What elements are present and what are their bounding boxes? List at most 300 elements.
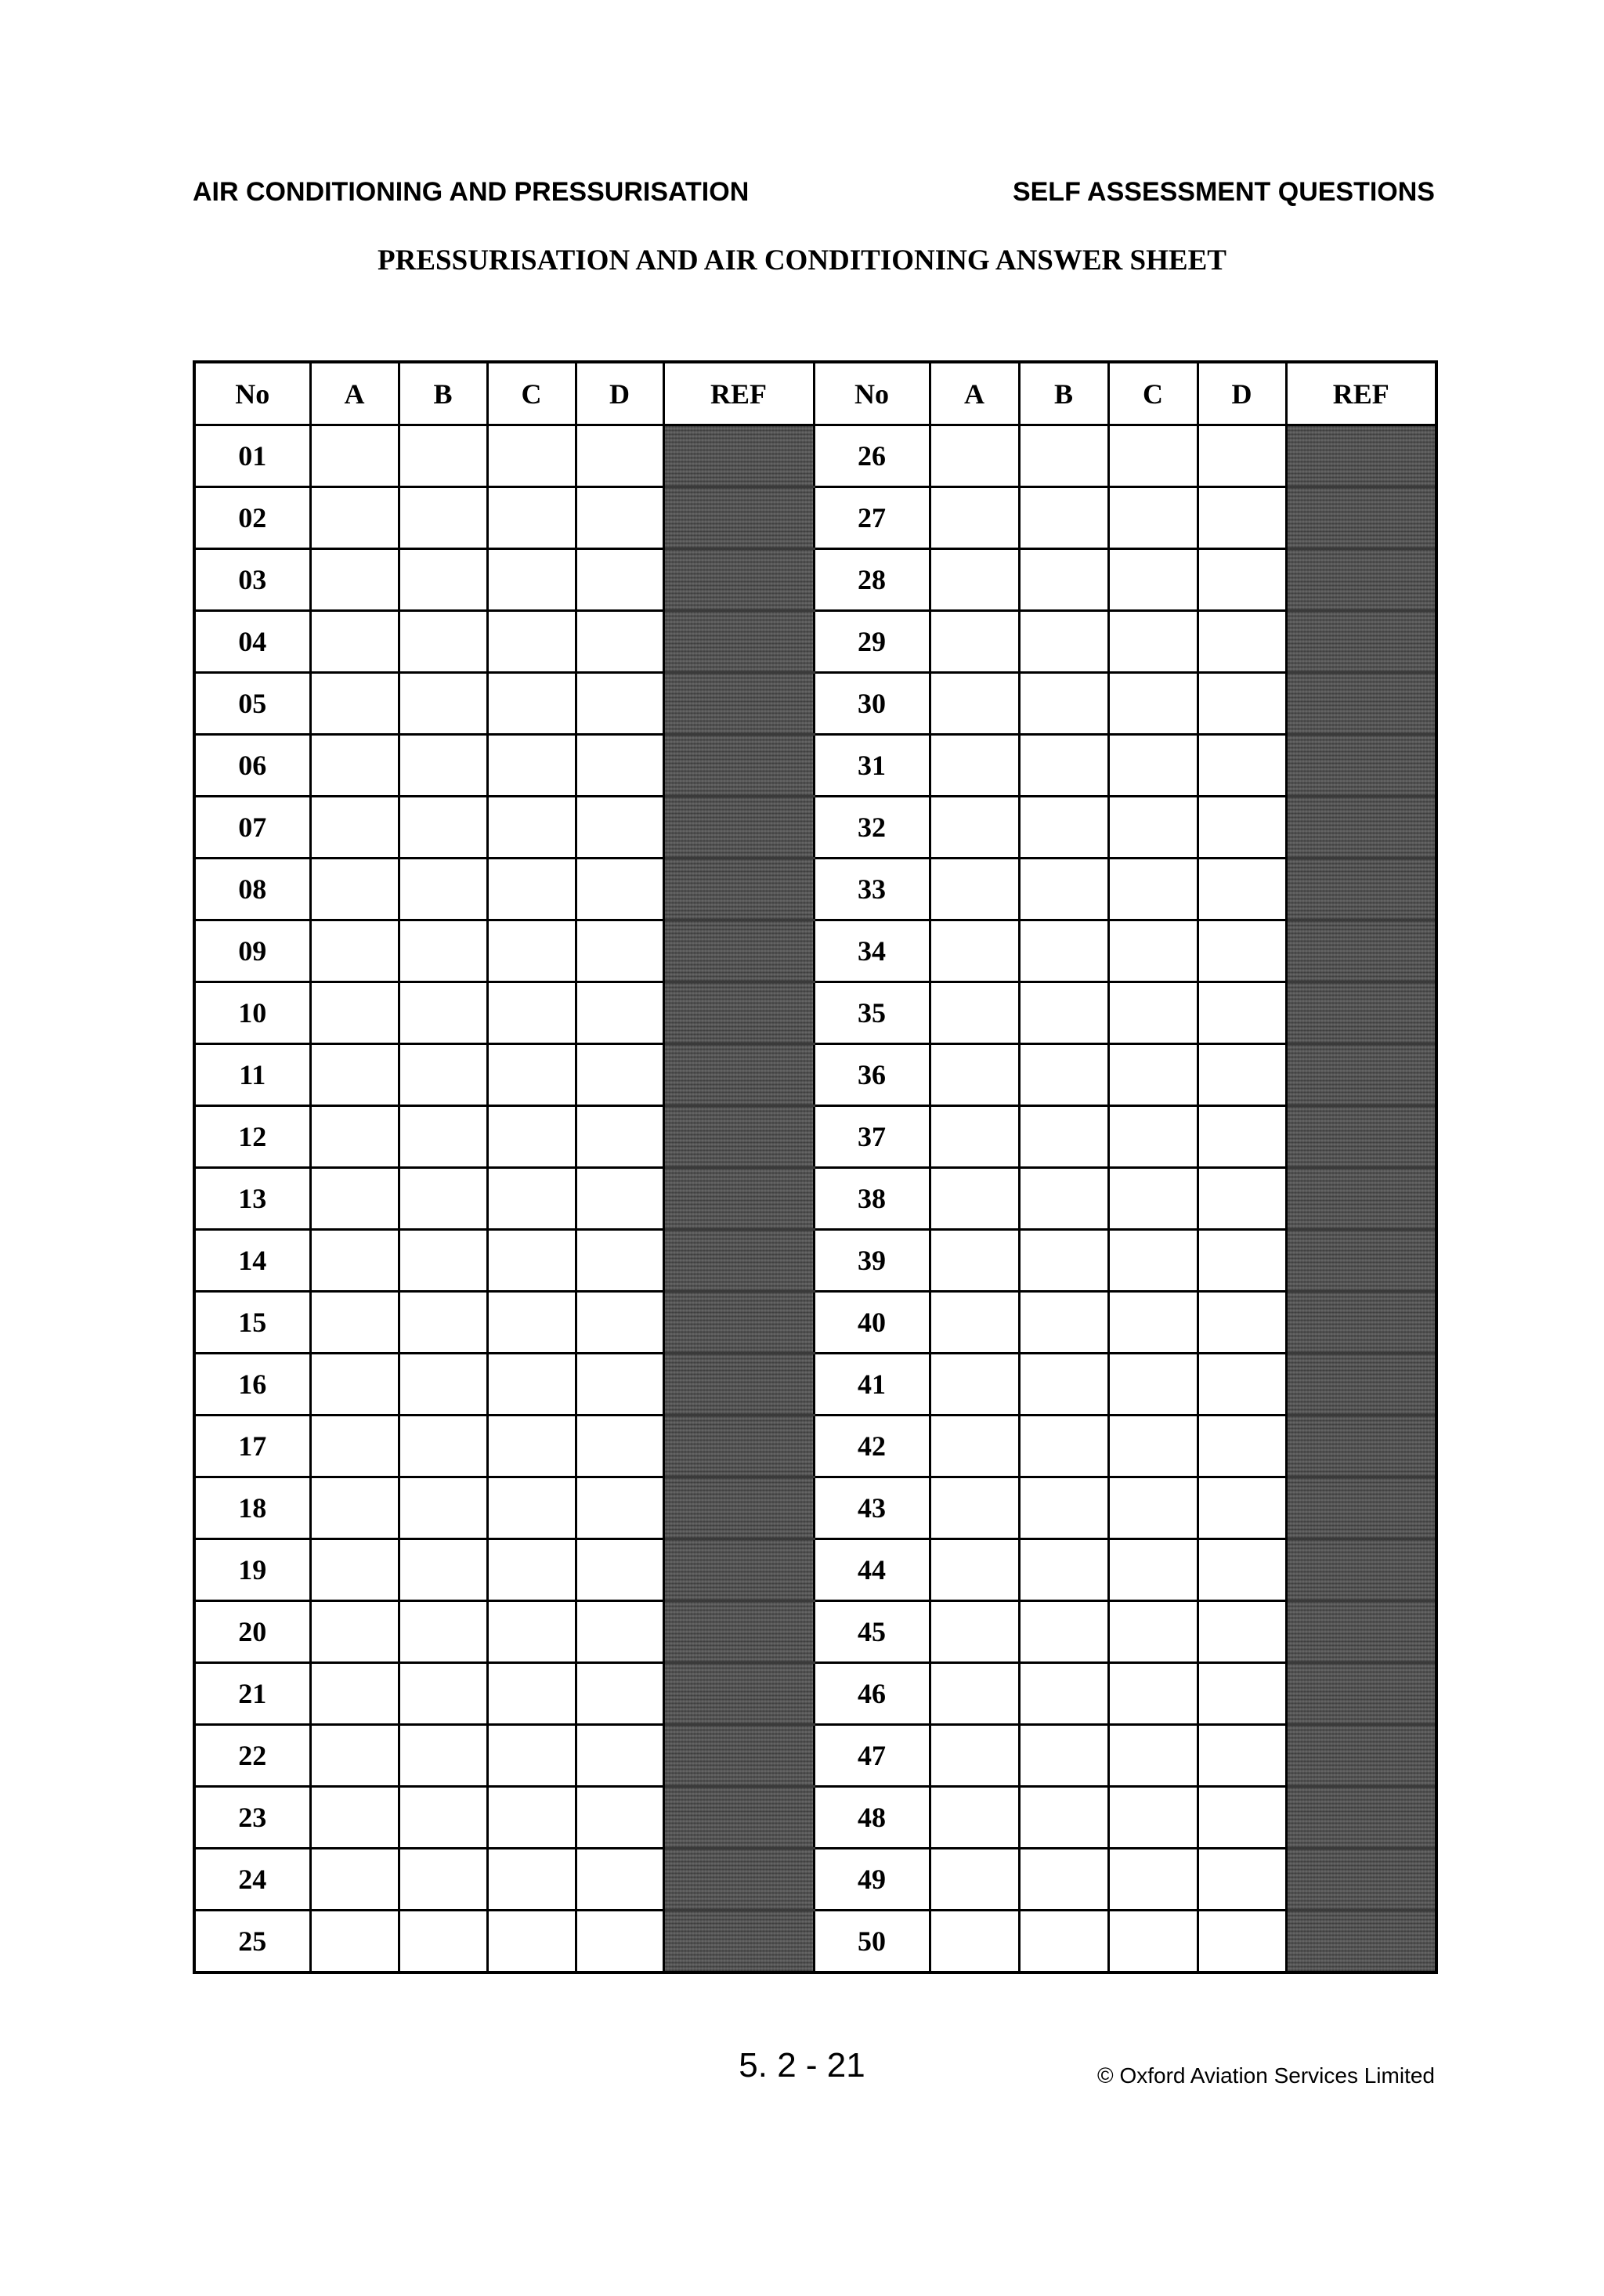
answer-cell-a[interactable] xyxy=(310,1849,399,1911)
answer-cell-b[interactable] xyxy=(1019,1849,1108,1911)
answer-cell-d[interactable] xyxy=(1198,797,1286,859)
table-row xyxy=(194,797,1436,859)
answer-cell-b[interactable] xyxy=(1019,425,1108,487)
answer-cell-d[interactable] xyxy=(1198,549,1286,611)
answer-cell-a[interactable] xyxy=(310,1106,399,1168)
answer-cell-b[interactable] xyxy=(399,1168,487,1230)
answer-cell-d[interactable] xyxy=(576,1477,663,1539)
answer-cell-b[interactable] xyxy=(1019,1787,1108,1849)
answer-cell-a[interactable] xyxy=(930,673,1019,735)
answer-cell-c[interactable] xyxy=(1108,1849,1198,1911)
question-number: 13 xyxy=(194,1168,310,1230)
answer-cell-a[interactable] xyxy=(930,797,1019,859)
answer-cell-a[interactable] xyxy=(930,1044,1019,1106)
question-number: 20 xyxy=(194,1601,310,1663)
ref-cell-shaded xyxy=(663,920,814,982)
answer-cell-b[interactable] xyxy=(399,920,487,982)
answer-cell-d[interactable] xyxy=(576,1539,663,1601)
question-number: 15 xyxy=(194,1292,310,1354)
answer-cell-c[interactable] xyxy=(487,1416,576,1477)
answer-cell-d[interactable] xyxy=(576,920,663,982)
question-number: 31 xyxy=(814,735,930,797)
answer-cell-d[interactable] xyxy=(1198,1106,1286,1168)
answer-cell-a[interactable] xyxy=(310,1044,399,1106)
answer-cell-c[interactable] xyxy=(1108,1725,1198,1787)
answer-cell-d[interactable] xyxy=(1198,1601,1286,1663)
answer-cell-d[interactable] xyxy=(576,1601,663,1663)
answer-cell-d[interactable] xyxy=(576,673,663,735)
answer-cell-d[interactable] xyxy=(576,1354,663,1416)
answer-cell-d[interactable] xyxy=(576,982,663,1044)
table-row xyxy=(194,735,1436,797)
column-header-a-left: A xyxy=(310,362,399,425)
answer-cell-a[interactable] xyxy=(310,1787,399,1849)
question-number: 50 xyxy=(814,1911,930,1973)
answer-cell-d[interactable] xyxy=(576,1725,663,1787)
answer-cell-c[interactable] xyxy=(1108,1168,1198,1230)
answer-cell-a[interactable] xyxy=(930,1663,1019,1725)
answer-cell-a[interactable] xyxy=(930,859,1019,920)
answer-cell-b[interactable] xyxy=(1019,920,1108,982)
answer-cell-a[interactable] xyxy=(310,1354,399,1416)
answer-cell-d[interactable] xyxy=(1198,1477,1286,1539)
table-body xyxy=(194,425,1436,1973)
answer-cell-c[interactable] xyxy=(487,1601,576,1663)
question-number: 23 xyxy=(194,1787,310,1849)
answer-cell-b[interactable] xyxy=(1019,611,1108,673)
answer-cell-d[interactable] xyxy=(1198,982,1286,1044)
answer-cell-b[interactable] xyxy=(1019,982,1108,1044)
answer-cell-d[interactable] xyxy=(576,1168,663,1230)
question-number: 01 xyxy=(194,425,310,487)
answer-cell-a[interactable] xyxy=(310,673,399,735)
answer-cell-c[interactable] xyxy=(1108,1601,1198,1663)
answer-cell-c[interactable] xyxy=(1108,1663,1198,1725)
answer-cell-d[interactable] xyxy=(1198,1911,1286,1973)
table-row xyxy=(194,1725,1436,1787)
answer-cell-c[interactable] xyxy=(487,1539,576,1601)
question-number: 08 xyxy=(194,859,310,920)
ref-cell-shaded xyxy=(1286,611,1436,673)
answer-cell-b[interactable] xyxy=(1019,1292,1108,1354)
question-number: 27 xyxy=(814,487,930,549)
answer-cell-c[interactable] xyxy=(1108,735,1198,797)
answer-cell-a[interactable] xyxy=(930,1354,1019,1416)
ref-cell-shaded xyxy=(663,1477,814,1539)
answer-cell-c[interactable] xyxy=(1108,1044,1198,1106)
question-number: 05 xyxy=(194,673,310,735)
answer-cell-a[interactable] xyxy=(930,549,1019,611)
ref-cell-shaded xyxy=(663,1044,814,1106)
ref-cell-shaded xyxy=(663,1230,814,1292)
answer-cell-c[interactable] xyxy=(487,1106,576,1168)
answer-cell-a[interactable] xyxy=(930,1601,1019,1663)
column-header-b-left: B xyxy=(399,362,487,425)
ref-cell-shaded xyxy=(1286,425,1436,487)
answer-cell-d[interactable] xyxy=(576,1849,663,1911)
table-row xyxy=(194,611,1436,673)
answer-cell-b[interactable] xyxy=(1019,1477,1108,1539)
answer-cell-b[interactable] xyxy=(1019,1416,1108,1477)
ref-cell-shaded xyxy=(1286,487,1436,549)
answer-cell-b[interactable] xyxy=(399,673,487,735)
answer-cell-c[interactable] xyxy=(487,1044,576,1106)
table-row xyxy=(194,1477,1436,1539)
answer-cell-a[interactable] xyxy=(310,1168,399,1230)
ref-cell-shaded xyxy=(663,859,814,920)
answer-cell-c[interactable] xyxy=(487,1849,576,1911)
answer-cell-c[interactable] xyxy=(487,1725,576,1787)
answer-cell-a[interactable] xyxy=(930,1787,1019,1849)
ref-cell-shaded xyxy=(663,1725,814,1787)
answer-cell-a[interactable] xyxy=(930,1539,1019,1601)
answer-cell-c[interactable] xyxy=(487,859,576,920)
column-header-ref-right: REF xyxy=(1286,362,1436,425)
answer-cell-c[interactable] xyxy=(487,1354,576,1416)
answer-cell-b[interactable] xyxy=(1019,1230,1108,1292)
answer-cell-b[interactable] xyxy=(399,549,487,611)
answer-cell-a[interactable] xyxy=(930,1911,1019,1973)
table-header-row xyxy=(194,362,1436,425)
ref-cell-shaded xyxy=(1286,1230,1436,1292)
answer-cell-a[interactable] xyxy=(930,1849,1019,1911)
answer-cell-b[interactable] xyxy=(399,425,487,487)
answer-cell-b[interactable] xyxy=(399,1106,487,1168)
ref-cell-shaded xyxy=(1286,673,1436,735)
table-row xyxy=(194,425,1436,487)
answer-cell-c[interactable] xyxy=(1108,982,1198,1044)
answer-cell-a[interactable] xyxy=(310,797,399,859)
answer-cell-a[interactable] xyxy=(930,1168,1019,1230)
ref-cell-shaded xyxy=(663,982,814,1044)
answer-cell-b[interactable] xyxy=(1019,735,1108,797)
answer-cell-c[interactable] xyxy=(487,425,576,487)
question-number: 33 xyxy=(814,859,930,920)
question-number: 45 xyxy=(814,1601,930,1663)
answer-cell-a[interactable] xyxy=(930,1292,1019,1354)
ref-cell-shaded xyxy=(1286,1354,1436,1416)
table-row xyxy=(194,1663,1436,1725)
answer-cell-b[interactable] xyxy=(1019,673,1108,735)
answer-cell-b[interactable] xyxy=(399,797,487,859)
answer-cell-d[interactable] xyxy=(1198,1354,1286,1416)
answer-cell-d[interactable] xyxy=(576,1230,663,1292)
answer-cell-a[interactable] xyxy=(310,425,399,487)
question-number: 46 xyxy=(814,1663,930,1725)
ref-cell-shaded xyxy=(1286,1539,1436,1601)
question-number: 35 xyxy=(814,982,930,1044)
answer-cell-b[interactable] xyxy=(1019,1663,1108,1725)
answer-cell-a[interactable] xyxy=(310,920,399,982)
question-number: 18 xyxy=(194,1477,310,1539)
question-number: 29 xyxy=(814,611,930,673)
ref-cell-shaded xyxy=(663,549,814,611)
answer-cell-b[interactable] xyxy=(1019,1725,1108,1787)
answer-cell-d[interactable] xyxy=(576,611,663,673)
answer-cell-a[interactable] xyxy=(930,1230,1019,1292)
table-row xyxy=(194,1168,1436,1230)
ref-cell-shaded xyxy=(1286,982,1436,1044)
answer-cell-b[interactable] xyxy=(1019,859,1108,920)
answer-sheet-table xyxy=(193,360,1438,1974)
answer-cell-a[interactable] xyxy=(310,735,399,797)
answer-cell-b[interactable] xyxy=(399,735,487,797)
answer-cell-b[interactable] xyxy=(399,1663,487,1725)
answer-cell-d[interactable] xyxy=(1198,859,1286,920)
answer-cell-b[interactable] xyxy=(1019,1044,1108,1106)
answer-cell-b[interactable] xyxy=(1019,1539,1108,1601)
answer-cell-c[interactable] xyxy=(1108,425,1198,487)
ref-cell-shaded xyxy=(1286,1044,1436,1106)
ref-cell-shaded xyxy=(1286,1601,1436,1663)
answer-cell-c[interactable] xyxy=(487,982,576,1044)
answer-cell-b[interactable] xyxy=(1019,1354,1108,1416)
ref-cell-shaded xyxy=(1286,549,1436,611)
answer-cell-b[interactable] xyxy=(399,611,487,673)
table-row xyxy=(194,1292,1436,1354)
answer-cell-d[interactable] xyxy=(576,487,663,549)
question-number: 16 xyxy=(194,1354,310,1416)
question-number: 07 xyxy=(194,797,310,859)
answer-cell-d[interactable] xyxy=(576,1292,663,1354)
answer-cell-d[interactable] xyxy=(576,797,663,859)
question-number: 30 xyxy=(814,673,930,735)
answer-cell-c[interactable] xyxy=(1108,1477,1198,1539)
answer-cell-d[interactable] xyxy=(576,1911,663,1973)
answer-cell-d[interactable] xyxy=(1198,487,1286,549)
column-header-a-right: A xyxy=(930,362,1019,425)
column-header-ref-left: REF xyxy=(663,362,814,425)
answer-cell-a[interactable] xyxy=(930,1106,1019,1168)
answer-cell-c[interactable] xyxy=(487,920,576,982)
answer-cell-c[interactable] xyxy=(1108,920,1198,982)
answer-cell-a[interactable] xyxy=(930,1725,1019,1787)
answer-cell-b[interactable] xyxy=(1019,549,1108,611)
answer-cell-c[interactable] xyxy=(487,1477,576,1539)
ref-cell-shaded xyxy=(1286,1663,1436,1725)
ref-cell-shaded xyxy=(663,1539,814,1601)
answer-cell-c[interactable] xyxy=(1108,1911,1198,1973)
ref-cell-shaded xyxy=(663,1292,814,1354)
header-section-title: AIR CONDITIONING AND PRESSURISATION xyxy=(193,177,750,207)
answer-cell-a[interactable] xyxy=(930,735,1019,797)
ref-cell-shaded xyxy=(663,797,814,859)
question-number: 49 xyxy=(814,1849,930,1911)
answer-cell-a[interactable] xyxy=(310,982,399,1044)
ref-cell-shaded xyxy=(1286,1106,1436,1168)
question-number: 14 xyxy=(194,1230,310,1292)
answer-cell-a[interactable] xyxy=(310,1539,399,1601)
answer-cell-d[interactable] xyxy=(576,549,663,611)
answer-cell-d[interactable] xyxy=(1198,1230,1286,1292)
answer-cell-a[interactable] xyxy=(310,1292,399,1354)
answer-cell-d[interactable] xyxy=(1198,1168,1286,1230)
ref-cell-shaded xyxy=(1286,1416,1436,1477)
question-number: 04 xyxy=(194,611,310,673)
table-row xyxy=(194,982,1436,1044)
answer-cell-c[interactable] xyxy=(487,1787,576,1849)
answer-cell-a[interactable] xyxy=(930,982,1019,1044)
answer-cell-b[interactable] xyxy=(1019,487,1108,549)
answer-cell-c[interactable] xyxy=(487,1230,576,1292)
table-row xyxy=(194,1911,1436,1973)
answer-cell-a[interactable] xyxy=(310,1230,399,1292)
answer-cell-c[interactable] xyxy=(487,673,576,735)
answer-cell-a[interactable] xyxy=(310,1477,399,1539)
answer-cell-b[interactable] xyxy=(399,1292,487,1354)
page-number: 5. 2 - 21 xyxy=(739,2046,865,2084)
ref-cell-shaded xyxy=(663,487,814,549)
answer-cell-c[interactable] xyxy=(487,1292,576,1354)
answer-cell-b[interactable] xyxy=(1019,797,1108,859)
ref-cell-shaded xyxy=(663,1354,814,1416)
answer-cell-c[interactable] xyxy=(1108,673,1198,735)
answer-cell-c[interactable] xyxy=(1108,1354,1198,1416)
table-row xyxy=(194,1416,1436,1477)
answer-cell-d[interactable] xyxy=(1198,673,1286,735)
answer-cell-d[interactable] xyxy=(576,1663,663,1725)
ref-cell-shaded xyxy=(1286,1292,1436,1354)
table-row xyxy=(194,1539,1436,1601)
answer-cell-d[interactable] xyxy=(576,1787,663,1849)
ref-cell-shaded xyxy=(663,1601,814,1663)
answer-cell-d[interactable] xyxy=(576,425,663,487)
answer-cell-a[interactable] xyxy=(930,487,1019,549)
column-header-no-left: No xyxy=(194,362,310,425)
answer-cell-c[interactable] xyxy=(1108,1230,1198,1292)
answer-cell-c[interactable] xyxy=(487,797,576,859)
answer-cell-b[interactable] xyxy=(399,1911,487,1973)
answer-cell-b[interactable] xyxy=(1019,1168,1108,1230)
answer-cell-c[interactable] xyxy=(1108,1106,1198,1168)
answer-cell-d[interactable] xyxy=(1198,1663,1286,1725)
answer-cell-a[interactable] xyxy=(310,487,399,549)
answer-cell-d[interactable] xyxy=(1198,920,1286,982)
answer-cell-d[interactable] xyxy=(576,1416,663,1477)
table-row xyxy=(194,1044,1436,1106)
answer-cell-d[interactable] xyxy=(1198,425,1286,487)
answer-cell-b[interactable] xyxy=(399,1230,487,1292)
answer-cell-c[interactable] xyxy=(487,549,576,611)
question-number: 17 xyxy=(194,1416,310,1477)
answer-cell-b[interactable] xyxy=(399,1601,487,1663)
answer-cell-c[interactable] xyxy=(487,1911,576,1973)
answer-cell-a[interactable] xyxy=(930,1416,1019,1477)
answer-cell-c[interactable] xyxy=(1108,1292,1198,1354)
question-number: 10 xyxy=(194,982,310,1044)
answer-cell-c[interactable] xyxy=(1108,1539,1198,1601)
answer-cell-b[interactable] xyxy=(399,1849,487,1911)
ref-cell-shaded xyxy=(1286,1477,1436,1539)
answer-cell-d[interactable] xyxy=(576,1044,663,1106)
table-row xyxy=(194,487,1436,549)
answer-cell-d[interactable] xyxy=(1198,1416,1286,1477)
answer-cell-a[interactable] xyxy=(310,1416,399,1477)
question-number: 41 xyxy=(814,1354,930,1416)
table-row xyxy=(194,1106,1436,1168)
answer-cell-a[interactable] xyxy=(930,425,1019,487)
column-header-b-right: B xyxy=(1019,362,1108,425)
answer-cell-d[interactable] xyxy=(1198,1725,1286,1787)
ref-cell-shaded xyxy=(1286,1725,1436,1787)
answer-cell-b[interactable] xyxy=(1019,1911,1108,1973)
answer-cell-b[interactable] xyxy=(399,1787,487,1849)
table-row xyxy=(194,549,1436,611)
answer-cell-a[interactable] xyxy=(930,920,1019,982)
ref-cell-shaded xyxy=(663,1106,814,1168)
answer-cell-b[interactable] xyxy=(399,1354,487,1416)
answer-cell-b[interactable] xyxy=(399,487,487,549)
answer-cell-d[interactable] xyxy=(576,859,663,920)
answer-cell-c[interactable] xyxy=(1108,549,1198,611)
answer-cell-d[interactable] xyxy=(576,735,663,797)
answer-cell-c[interactable] xyxy=(1108,611,1198,673)
answer-cell-a[interactable] xyxy=(930,1477,1019,1539)
answer-cell-a[interactable] xyxy=(310,859,399,920)
column-header-d-left: D xyxy=(576,362,663,425)
answer-cell-a[interactable] xyxy=(310,611,399,673)
answer-cell-b[interactable] xyxy=(399,1725,487,1787)
answer-cell-c[interactable] xyxy=(1108,797,1198,859)
question-number: 11 xyxy=(194,1044,310,1106)
answer-cell-c[interactable] xyxy=(487,735,576,797)
answer-cell-a[interactable] xyxy=(310,549,399,611)
column-header-d-right: D xyxy=(1198,362,1286,425)
answer-cell-d[interactable] xyxy=(576,1106,663,1168)
answer-cell-d[interactable] xyxy=(1198,1787,1286,1849)
answer-cell-c[interactable] xyxy=(487,611,576,673)
answer-cell-b[interactable] xyxy=(399,1477,487,1539)
answer-cell-b[interactable] xyxy=(1019,1106,1108,1168)
copyright-notice: © Oxford Aviation Services Limited xyxy=(1097,2063,1435,2088)
answer-cell-a[interactable] xyxy=(310,1911,399,1973)
answer-cell-b[interactable] xyxy=(399,982,487,1044)
answer-cell-d[interactable] xyxy=(1198,1849,1286,1911)
answer-cell-d[interactable] xyxy=(1198,1044,1286,1106)
ref-cell-shaded xyxy=(663,1663,814,1725)
answer-cell-d[interactable] xyxy=(1198,1292,1286,1354)
question-number: 09 xyxy=(194,920,310,982)
question-number: 40 xyxy=(814,1292,930,1354)
table-row xyxy=(194,1354,1436,1416)
answer-cell-d[interactable] xyxy=(1198,611,1286,673)
answer-cell-d[interactable] xyxy=(1198,735,1286,797)
answer-cell-c[interactable] xyxy=(1108,1416,1198,1477)
answer-cell-a[interactable] xyxy=(310,1663,399,1725)
ref-cell-shaded xyxy=(1286,797,1436,859)
answer-cell-c[interactable] xyxy=(487,1168,576,1230)
answer-cell-b[interactable] xyxy=(399,1539,487,1601)
answer-cell-b[interactable] xyxy=(1019,1601,1108,1663)
answer-cell-b[interactable] xyxy=(399,1416,487,1477)
column-header-c-right: C xyxy=(1108,362,1198,425)
answer-cell-a[interactable] xyxy=(310,1725,399,1787)
answer-cell-c[interactable] xyxy=(1108,1787,1198,1849)
answer-cell-c[interactable] xyxy=(1108,487,1198,549)
answer-cell-a[interactable] xyxy=(930,611,1019,673)
answer-cell-c[interactable] xyxy=(1108,859,1198,920)
answer-cell-b[interactable] xyxy=(399,859,487,920)
answer-cell-c[interactable] xyxy=(487,487,576,549)
answer-cell-d[interactable] xyxy=(1198,1539,1286,1601)
answer-cell-c[interactable] xyxy=(487,1663,576,1725)
question-number: 36 xyxy=(814,1044,930,1106)
question-number: 06 xyxy=(194,735,310,797)
table-row xyxy=(194,859,1436,920)
answer-cell-a[interactable] xyxy=(310,1601,399,1663)
answer-cell-b[interactable] xyxy=(399,1044,487,1106)
question-number: 44 xyxy=(814,1539,930,1601)
